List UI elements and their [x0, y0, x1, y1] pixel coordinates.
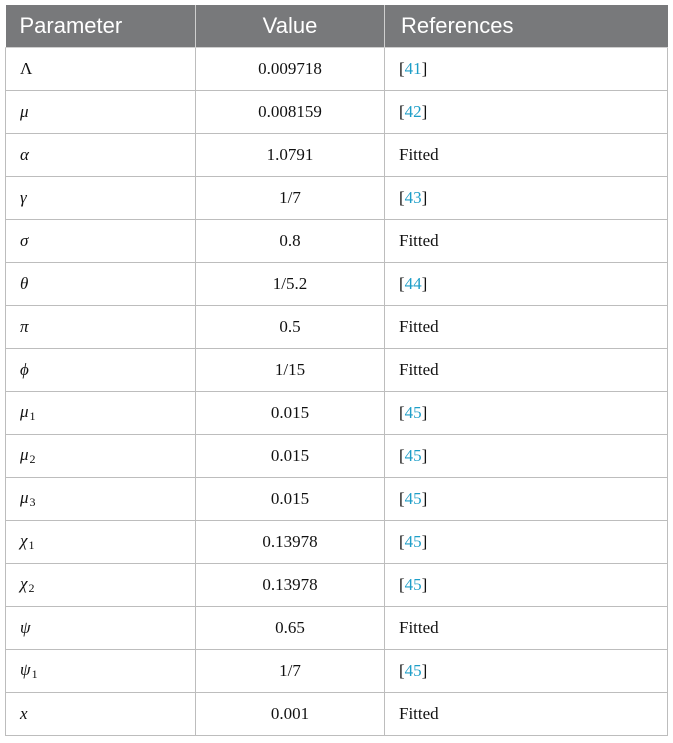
table-row: [6, 220, 668, 263]
parameter-cell: [6, 91, 196, 134]
value-cell: 0.5: [196, 306, 385, 349]
parameter-symbol: x: [20, 704, 28, 723]
reference-link[interactable]: 41: [404, 59, 422, 78]
value-cell: 0.13978: [196, 521, 385, 564]
reference-cell: [385, 134, 668, 177]
parameter-symbol: μ: [20, 102, 29, 121]
value-cell: 1/7: [196, 650, 385, 693]
bracket-close: ]: [421, 532, 428, 551]
table-row: [6, 177, 668, 220]
reference-text: Fitted: [399, 360, 439, 379]
value-cell: 0.8: [196, 220, 385, 263]
reference-link[interactable]: 45: [404, 446, 422, 465]
bracket-close: ]: [421, 403, 428, 422]
parameter-subscript: 1: [29, 409, 36, 423]
parameter-cell: [6, 607, 196, 650]
table-row: [6, 392, 668, 435]
bracket-open: [: [399, 102, 405, 121]
table-row: [6, 263, 668, 306]
reference-link[interactable]: 45: [404, 532, 422, 551]
reference-text: Fitted: [399, 317, 439, 336]
table-row: [6, 349, 668, 392]
value-cell: 0.13978: [196, 564, 385, 607]
reference-cell: [385, 263, 668, 306]
value-cell: 0.65: [196, 607, 385, 650]
parameter-cell: [6, 349, 196, 392]
parameter-subscript: 1: [28, 538, 35, 552]
header-value: Value: [196, 5, 385, 48]
value-cell: 0.008159: [196, 91, 385, 134]
reference-link[interactable]: 42: [404, 102, 422, 121]
reference-cell: [385, 306, 668, 349]
value-cell: 0.015: [196, 392, 385, 435]
reference-cell: [385, 91, 668, 134]
table-row: [6, 478, 668, 521]
parameter-cell: [6, 220, 196, 263]
bracket-close: ]: [421, 188, 428, 207]
bracket-open: [: [399, 403, 405, 422]
parameter-subscript: 1: [31, 667, 38, 681]
table-row: [6, 607, 668, 650]
parameter-symbol: μ: [20, 402, 29, 421]
parameter-table: [5, 5, 668, 736]
table-row: [6, 435, 668, 478]
reference-link[interactable]: 44: [404, 274, 422, 293]
bracket-close: ]: [421, 661, 428, 680]
header-parameter: Parameter: [6, 5, 196, 48]
table-row: [6, 91, 668, 134]
reference-link[interactable]: 45: [404, 575, 422, 594]
parameter-symbol: γ: [20, 188, 27, 207]
bracket-close: ]: [421, 102, 428, 121]
parameter-cell: [6, 435, 196, 478]
parameter-symbol: χ: [20, 531, 28, 550]
table-row: [6, 650, 668, 693]
parameter-cell: [6, 478, 196, 521]
value-cell: 1.0791: [196, 134, 385, 177]
bracket-close: ]: [421, 446, 428, 465]
value-cell: 1/15: [196, 349, 385, 392]
reference-text: Fitted: [399, 231, 439, 250]
parameter-subscript: 2: [29, 452, 36, 466]
parameter-symbol: χ: [20, 574, 28, 593]
parameter-symbol: θ: [20, 274, 29, 293]
bracket-open: [: [399, 661, 405, 680]
bracket-close: ]: [421, 575, 428, 594]
table-row: [6, 564, 668, 607]
bracket-open: [: [399, 188, 405, 207]
parameter-symbol: ψ: [20, 660, 31, 679]
parameter-cell: [6, 48, 196, 91]
reference-cell: [385, 392, 668, 435]
reference-cell: [385, 177, 668, 220]
parameter-cell: [6, 306, 196, 349]
bracket-open: [: [399, 59, 405, 78]
parameter-symbol: σ: [20, 231, 29, 250]
value-cell: 0.001: [196, 693, 385, 736]
parameter-symbol: μ: [20, 445, 29, 464]
reference-text: Fitted: [399, 704, 439, 723]
reference-link[interactable]: 45: [404, 661, 422, 680]
parameter-cell: [6, 263, 196, 306]
parameter-symbol: Λ: [20, 59, 33, 78]
value-cell: 0.015: [196, 435, 385, 478]
reference-cell: [385, 349, 668, 392]
table-row: [6, 521, 668, 564]
reference-cell: [385, 478, 668, 521]
reference-cell: [385, 650, 668, 693]
parameter-cell: [6, 521, 196, 564]
parameter-symbol: μ: [20, 488, 29, 507]
header-references: References: [385, 5, 668, 48]
reference-cell: [385, 48, 668, 91]
parameter-subscript: 2: [28, 581, 35, 595]
reference-cell: [385, 521, 668, 564]
reference-cell: [385, 607, 668, 650]
parameter-symbol: α: [20, 145, 29, 164]
bracket-open: [: [399, 489, 405, 508]
header-row: [6, 5, 668, 48]
bracket-open: [: [399, 532, 405, 551]
value-cell: 1/5.2: [196, 263, 385, 306]
reference-link[interactable]: 45: [404, 403, 422, 422]
value-cell: 0.015: [196, 478, 385, 521]
value-cell: 0.009718: [196, 48, 385, 91]
parameter-cell: [6, 693, 196, 736]
reference-link[interactable]: 45: [404, 489, 422, 508]
table-row: [6, 306, 668, 349]
reference-text: Fitted: [399, 145, 439, 164]
table-row: [6, 48, 668, 91]
reference-cell: [385, 220, 668, 263]
parameter-cell: [6, 177, 196, 220]
parameter-cell: [6, 134, 196, 177]
parameter-cell: [6, 392, 196, 435]
bracket-open: [: [399, 575, 405, 594]
parameter-symbol: ψ: [20, 618, 31, 637]
parameter-symbol: ϕ: [20, 360, 29, 379]
table-row: [6, 134, 668, 177]
bracket-close: ]: [421, 274, 428, 293]
reference-cell: [385, 435, 668, 478]
bracket-close: ]: [421, 59, 428, 78]
bracket-open: [: [399, 274, 405, 293]
reference-cell: [385, 564, 668, 607]
parameter-cell: [6, 564, 196, 607]
reference-link[interactable]: 43: [404, 188, 422, 207]
reference-text: Fitted: [399, 618, 439, 637]
bracket-open: [: [399, 446, 405, 465]
table-row: [6, 693, 668, 736]
value-cell: 1/7: [196, 177, 385, 220]
parameter-cell: [6, 650, 196, 693]
parameter-symbol: π: [20, 317, 29, 336]
reference-cell: [385, 693, 668, 736]
parameter-subscript: 3: [29, 495, 36, 509]
bracket-close: ]: [421, 489, 428, 508]
